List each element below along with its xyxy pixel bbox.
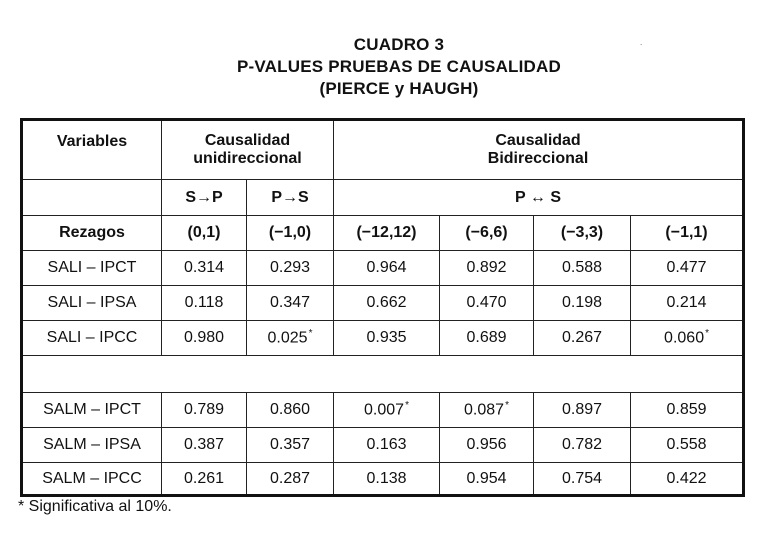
pvalue-cell bbox=[440, 251, 534, 286]
pvalue: 0.980 bbox=[183, 329, 225, 346]
pvalue-cell bbox=[162, 463, 247, 496]
header-unidirectional bbox=[162, 120, 334, 180]
pvalue-cell bbox=[631, 321, 744, 356]
pvalue: 0.087 bbox=[464, 401, 505, 419]
pvalue: 0.060 bbox=[664, 329, 705, 347]
table-separator-row bbox=[22, 356, 744, 393]
pvalue: 0.118 bbox=[184, 294, 224, 311]
pvalue: 0.287 bbox=[269, 469, 311, 487]
pvalue: 0.347 bbox=[269, 294, 311, 311]
variable-cell: SALM – IPCC bbox=[22, 463, 162, 496]
pvalue-cell bbox=[162, 428, 247, 463]
pvalue-cell bbox=[247, 321, 334, 356]
pvalue-cell bbox=[334, 393, 440, 428]
pvalue: 0.387 bbox=[183, 436, 225, 453]
pvalue-cell bbox=[334, 321, 440, 356]
pvalue: 0.293 bbox=[269, 259, 311, 276]
pvalue: 0.964 bbox=[366, 259, 407, 276]
pvalue: 0.859 bbox=[666, 401, 707, 418]
pvalue: 0.754 bbox=[561, 469, 603, 487]
pvalue-cell bbox=[631, 251, 744, 286]
pvalue-cell bbox=[162, 321, 247, 356]
pvalue-cell bbox=[162, 286, 247, 321]
pvalue: 0.789 bbox=[183, 401, 225, 418]
pvalue-cell bbox=[440, 393, 534, 428]
pvalue: 0.267 bbox=[561, 329, 603, 346]
pvalue-cell bbox=[440, 321, 534, 356]
table-title: CUADRO 3 bbox=[353, 35, 445, 54]
table-row bbox=[22, 463, 744, 496]
causality-table bbox=[20, 118, 745, 497]
lag-label: (0,1) bbox=[162, 216, 247, 251]
footnote: * Significativa al 10%. bbox=[18, 498, 172, 515]
lag-label: (−1,1) bbox=[631, 216, 744, 251]
pvalue: 0.860 bbox=[269, 401, 311, 418]
separator-cell bbox=[22, 356, 744, 393]
pvalue-cell bbox=[247, 286, 334, 321]
pvalue-cell bbox=[534, 463, 631, 496]
header-unidirectional-line1: Causalidad bbox=[204, 132, 291, 149]
table-subtitle-method: (PIERCE y HAUGH) bbox=[319, 79, 479, 98]
pvalue-cell bbox=[631, 428, 744, 463]
pvalue-cell bbox=[534, 428, 631, 463]
pvalue-cell bbox=[631, 463, 744, 496]
speck-mark: . bbox=[640, 38, 643, 47]
header-variables: Variables bbox=[22, 120, 162, 180]
pvalue: 0.470 bbox=[466, 294, 507, 311]
table-row bbox=[22, 251, 744, 286]
pvalue-cell bbox=[247, 393, 334, 428]
pvalue: 0.138 bbox=[366, 469, 407, 487]
variable-cell: SALI – IPCT bbox=[22, 251, 162, 286]
table-row bbox=[22, 393, 744, 428]
header-p-bi-s: P ↔ S bbox=[334, 180, 744, 216]
pvalue-cell bbox=[247, 251, 334, 286]
header-bidirectional-line1: Causalidad bbox=[495, 132, 581, 149]
pvalue-cell bbox=[440, 463, 534, 496]
significance-star: * bbox=[308, 328, 313, 340]
header-unidirectional-line2: unidireccional bbox=[193, 150, 302, 167]
significance-star: * bbox=[505, 400, 509, 412]
pvalue-cell bbox=[247, 428, 334, 463]
lag-label: (−12,12) bbox=[334, 216, 440, 251]
pvalue-cell bbox=[334, 286, 440, 321]
pvalue: 0.198 bbox=[561, 294, 603, 311]
pvalue-cell bbox=[440, 286, 534, 321]
table-row bbox=[22, 321, 744, 356]
pvalue-cell bbox=[162, 393, 247, 428]
pvalue: 0.689 bbox=[466, 329, 507, 346]
pvalue-cell bbox=[247, 463, 334, 496]
pvalue: 0.314 bbox=[183, 259, 225, 276]
pvalue: 0.956 bbox=[466, 436, 507, 453]
pvalue: 0.897 bbox=[561, 401, 603, 418]
pvalue: 0.662 bbox=[366, 294, 407, 311]
pvalue: 0.422 bbox=[666, 469, 707, 487]
header-empty-cell bbox=[22, 180, 162, 216]
pvalue-cell bbox=[334, 251, 440, 286]
pvalue: 0.892 bbox=[466, 259, 507, 276]
pvalue: 0.954 bbox=[466, 469, 507, 487]
header-rezagos: Rezagos bbox=[22, 216, 162, 251]
variable-cell: SALI – IPCC bbox=[22, 321, 162, 356]
header-s-to-p: S→P bbox=[162, 180, 247, 216]
pvalue: 0.477 bbox=[666, 259, 707, 276]
pvalue: 0.163 bbox=[366, 436, 407, 453]
pvalue-cell bbox=[334, 428, 440, 463]
header-p-to-s: P→S bbox=[247, 180, 334, 216]
lag-label: (−3,3) bbox=[534, 216, 631, 251]
pvalue-cell bbox=[631, 393, 744, 428]
table-row bbox=[22, 286, 744, 321]
table-subtitle: P-VALUES PRUEBAS DE CAUSALIDAD bbox=[237, 57, 561, 76]
pvalue: 0.558 bbox=[666, 436, 707, 453]
pvalue-cell bbox=[534, 251, 631, 286]
pvalue: 0.007 bbox=[364, 401, 405, 419]
table-row bbox=[22, 428, 744, 463]
header-bidirectional-line2: Bidireccional bbox=[487, 150, 589, 167]
pvalue-cell bbox=[631, 286, 744, 321]
variable-cell: SALM – IPSA bbox=[22, 428, 162, 463]
header-bidirectional bbox=[334, 120, 744, 180]
pvalue-cell bbox=[534, 393, 631, 428]
variable-cell: SALI – IPSA bbox=[22, 286, 162, 321]
pvalue-cell bbox=[534, 286, 631, 321]
lag-label: (−6,6) bbox=[440, 216, 534, 251]
pvalue: 0.935 bbox=[366, 329, 407, 346]
lag-label: (−1,0) bbox=[247, 216, 334, 251]
pvalue: 0.261 bbox=[183, 469, 225, 487]
pvalue: 0.025 bbox=[267, 329, 308, 347]
pvalue-cell bbox=[334, 463, 440, 496]
pvalue-cell bbox=[440, 428, 534, 463]
pvalue: 0.588 bbox=[561, 259, 603, 276]
variable-cell: SALM – IPCT bbox=[22, 393, 162, 428]
pvalue: 0.782 bbox=[561, 436, 603, 453]
pvalue-cell bbox=[162, 251, 247, 286]
pvalue: 0.214 bbox=[666, 294, 707, 311]
significance-star: * bbox=[705, 328, 709, 340]
pvalue: 0.357 bbox=[269, 436, 311, 453]
pvalue-cell bbox=[534, 321, 631, 356]
significance-star: * bbox=[405, 400, 409, 412]
